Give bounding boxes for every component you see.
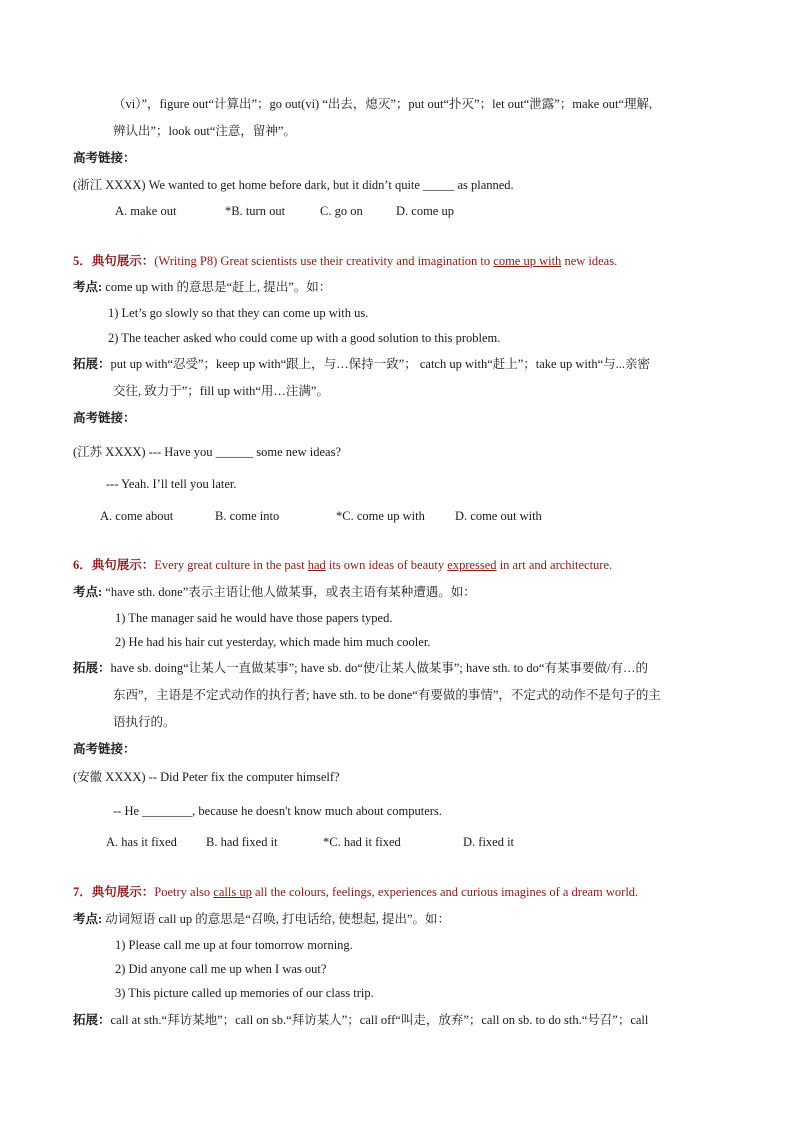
item6-keyword-had: had bbox=[307, 558, 326, 572]
item5-question-stem: (江苏 XXXX) --- Have you ______ some new ideas? bbox=[73, 445, 341, 459]
item7-sentence-post: all the colours, feelings, experiences and curious imagines of a dream world. bbox=[251, 885, 639, 899]
item6-option-b: B. had fixed it bbox=[206, 835, 278, 849]
item7-sentence bbox=[73, 883, 638, 901]
q4-option-b: *B. turn out bbox=[225, 204, 286, 218]
item7-example-3: 3) This picture called up memories of our class trip. bbox=[115, 986, 374, 1000]
item5-kaodian bbox=[73, 278, 331, 296]
item6-sentence-mid: its own ideas of beauty bbox=[325, 558, 448, 572]
item6-keyword-expressed: expressed bbox=[447, 558, 497, 572]
item7-example-2: 2) Did anyone call me up when I was out? bbox=[115, 962, 327, 976]
q4-option-c: C. go on bbox=[320, 204, 363, 218]
continuation-line-2: 辨认出”；look out“注意，留神”。 bbox=[113, 124, 296, 138]
item6-kaodian bbox=[73, 583, 476, 601]
item7-kaodian-text: 动词短语 call up 的意思是“召唤, 打电话给, 使想起, 提出”。如： bbox=[102, 912, 451, 926]
item6-option-c: *C. had it fixed bbox=[323, 835, 401, 849]
item5-number: 5．典句展示： bbox=[73, 254, 155, 268]
item6-example-1: 1) The manager said he would have those papers typed. bbox=[115, 611, 393, 625]
item6-option-a: A. has it fixed bbox=[106, 835, 177, 849]
item5-example-1: 1) Let’s go slowly so that they can come up with us. bbox=[108, 306, 369, 320]
item5-option-d: D. come out with bbox=[455, 509, 542, 523]
item5-example-2: 2) The teacher asked who could come up with a good solution to this problem. bbox=[108, 331, 501, 345]
item5-option-c: *C. come up with bbox=[336, 509, 425, 523]
item6-example-2: 2) He had his hair cut yesterday, which made him much cooler. bbox=[115, 635, 431, 649]
item6-number: 6．典句展示： bbox=[73, 558, 155, 572]
item5-gaokao-label: 高考链接： bbox=[73, 411, 136, 425]
item5-tuozhan-2: 交往, 致力于”；fill up with“用…注满”。 bbox=[113, 384, 329, 398]
item6-question-stem: (安徽 XXXX) -- Did Peter fix the computer himself? bbox=[73, 770, 340, 784]
item6-question-reply: -- He ________, because he doesn't know much about computers. bbox=[113, 804, 442, 818]
item5-tuozhan-1 bbox=[73, 355, 650, 373]
item6-sentence bbox=[73, 556, 612, 574]
tuozhan-label: 拓展： bbox=[73, 1013, 111, 1027]
item6-tuozhan-text: have sb. doing“让某人一直做某事”; have sb. do“使/让某人做某事”; have sth. to do“有某事要做/有…的 bbox=[110, 661, 648, 675]
continuation-line-1: （vi）”，figure out“计算出”；go out(vi) “出去，熄灭”；put out“扑灭”；let out“泄露”；make out“理解, bbox=[113, 97, 653, 111]
kaodian-label: 考点: bbox=[73, 912, 103, 926]
item6-gaokao-label: 高考链接： bbox=[73, 742, 136, 756]
item5-question-reply: --- Yeah. I’ll tell you later. bbox=[106, 477, 237, 491]
item6-tuozhan-3: 语执行的。 bbox=[113, 715, 176, 729]
item6-tuozhan-2: 东西”，主语是不定式动作的执行者; have sth. to be done“有要做的事情”，不定式的动作不是句子的主 bbox=[113, 688, 661, 702]
item5-kaodian-text: come up with 的意思是“赶上, 提出”。如： bbox=[105, 280, 332, 294]
item6-kaodian-text: “have sth. done”表示主语让他人做某事，或表主语有某种遭遇。如： bbox=[102, 585, 476, 599]
tuozhan-label: 拓展： bbox=[73, 357, 111, 371]
tuozhan-label: 拓展： bbox=[73, 661, 111, 675]
item5-keyphrase: come up with bbox=[493, 254, 562, 268]
item5-sentence-post: new ideas. bbox=[561, 254, 618, 268]
gaokao-label: 高考链接： bbox=[73, 151, 136, 165]
item7-number: 7．典句展示： bbox=[73, 885, 155, 899]
item7-tuozhan-text: call at sth.“拜访某地”；call on sb.“拜访某人”；call off“叫走，放弃”；call on sb. to do sth.“号召”；call bbox=[110, 1013, 649, 1027]
item5-tuozhan-text: put up with“忍受”；keep up with“跟上，与…保持一致”； catch up with“赶上”；take up with“与...亲密 bbox=[110, 357, 651, 371]
item6-tuozhan-1 bbox=[73, 659, 648, 677]
item7-keyphrase: calls up bbox=[213, 885, 252, 899]
item6-option-d: D. fixed it bbox=[463, 835, 515, 849]
item5-option-a: A. come about bbox=[100, 509, 174, 523]
kaodian-label: 考点: bbox=[73, 585, 103, 599]
kaodian-label: 考点: bbox=[73, 280, 103, 294]
item6-sentence-post: in art and architecture. bbox=[496, 558, 613, 572]
item7-kaodian bbox=[73, 910, 450, 928]
item5-sentence bbox=[73, 252, 617, 270]
q4-stem: (浙江 XXXX) We wanted to get home before dark, but it didn’t quite _____ as planned. bbox=[73, 178, 514, 192]
item7-example-1: 1) Please call me up at four tomorrow morning. bbox=[115, 938, 353, 952]
q4-option-a: A. make out bbox=[115, 204, 177, 218]
item7-sentence-pre: Poetry also bbox=[154, 885, 214, 899]
item6-sentence-pre: Every great culture in the past bbox=[154, 558, 308, 572]
item7-tuozhan-1 bbox=[73, 1011, 648, 1029]
item5-sentence-pre: (Writing P8) Great scientists use their creativity and imagination to bbox=[154, 254, 494, 268]
item5-option-b: B. come into bbox=[215, 509, 280, 523]
q4-option-d: D. come up bbox=[396, 204, 454, 218]
